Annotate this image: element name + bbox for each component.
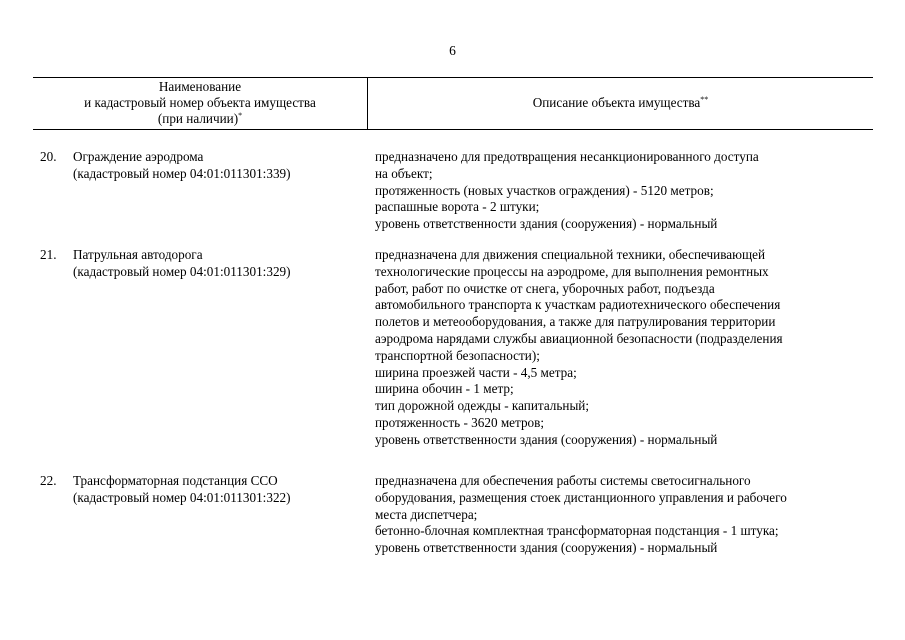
column-header-name-line: и кадастровый номер объекта имущества: [84, 95, 316, 110]
description-line: работ, работ по очистке от снега, уборочных работ, подъезда: [375, 280, 715, 296]
object-description: [375, 247, 875, 449]
description-line: распашные ворота - 2 штуки;: [375, 199, 540, 215]
column-header-description: Описание объекта имущества**: [532, 95, 709, 110]
description-line: бетонно-блочная комплектная трансформаторная подстанция - 1 штука;: [375, 523, 779, 539]
description-line: места диспетчера;: [375, 506, 478, 522]
row-number: 21.: [40, 247, 57, 262]
description-line: тип дорожной одежды - капитальный;: [375, 398, 590, 414]
footnote-mark: **: [700, 95, 709, 104]
description-line: автомобильного транспорта к участкам радиотехнического обеспечения: [375, 297, 781, 313]
object-name-line: Трансформаторная подстанция ССО: [73, 473, 278, 488]
column-header-name: [33, 79, 367, 127]
object-description: [375, 473, 875, 557]
description-line: оборудования, размещения стоек дистанционного управления и рабочего: [375, 489, 787, 505]
description-line: протяженность - 3620 метров;: [375, 414, 545, 430]
table-header-top-rule: [33, 77, 873, 78]
row-number: 22.: [40, 473, 57, 488]
description-line: протяженность (новых участков ограждения) - 5120 метров;: [375, 182, 714, 198]
object-cadastral-number: (кадастровый номер 04:01:011301:339): [73, 165, 291, 181]
description-line: транспортной безопасности);: [375, 347, 540, 363]
description-line: предназначена для движения специальной техники, обеспечивающей: [375, 247, 766, 262]
column-header-name-line: (при наличии)*: [157, 111, 243, 126]
description-line: аэродрома нарядами службы авиационной безопасности (подразделения: [375, 330, 783, 346]
description-line: ширина проезжей части - 4,5 метра;: [375, 364, 577, 380]
page-number: 6: [449, 43, 456, 58]
object-name-line: Патрульная автодорога: [73, 247, 203, 262]
description-line: ширина обочин - 1 метр;: [375, 381, 514, 397]
description-line: уровень ответственности здания (сооружения) - нормальный: [375, 431, 718, 447]
object-name: [73, 473, 363, 507]
row-number: 20.: [40, 149, 57, 164]
description-line: уровень ответственности здания (сооружения) - нормальный: [375, 540, 718, 556]
object-name: [73, 149, 363, 183]
description-line: полетов и метеооборудования, а также для патрулирования территории: [375, 314, 776, 330]
object-cadastral-number: (кадастровый номер 04:01:011301:329): [73, 263, 291, 279]
table-header-bottom-rule: [33, 129, 873, 130]
description-line: предназначено для предотвращения несанкционированного доступа: [375, 149, 759, 164]
object-name-line: Ограждение аэродрома: [73, 149, 204, 164]
description-line: на объект;: [375, 165, 433, 181]
description-line: технологические процессы на аэродроме, для выполнения ремонтных: [375, 263, 769, 279]
object-description: [375, 149, 875, 233]
object-cadastral-number: (кадастровый номер 04:01:011301:322): [73, 489, 291, 505]
column-header-name-line: Наименование: [158, 79, 242, 94]
object-name: [73, 247, 363, 281]
description-line: уровень ответственности здания (сооружения) - нормальный: [375, 216, 718, 232]
description-line: предназначена для обеспечения работы системы светосигнального: [375, 473, 751, 488]
footnote-mark: *: [238, 111, 243, 120]
